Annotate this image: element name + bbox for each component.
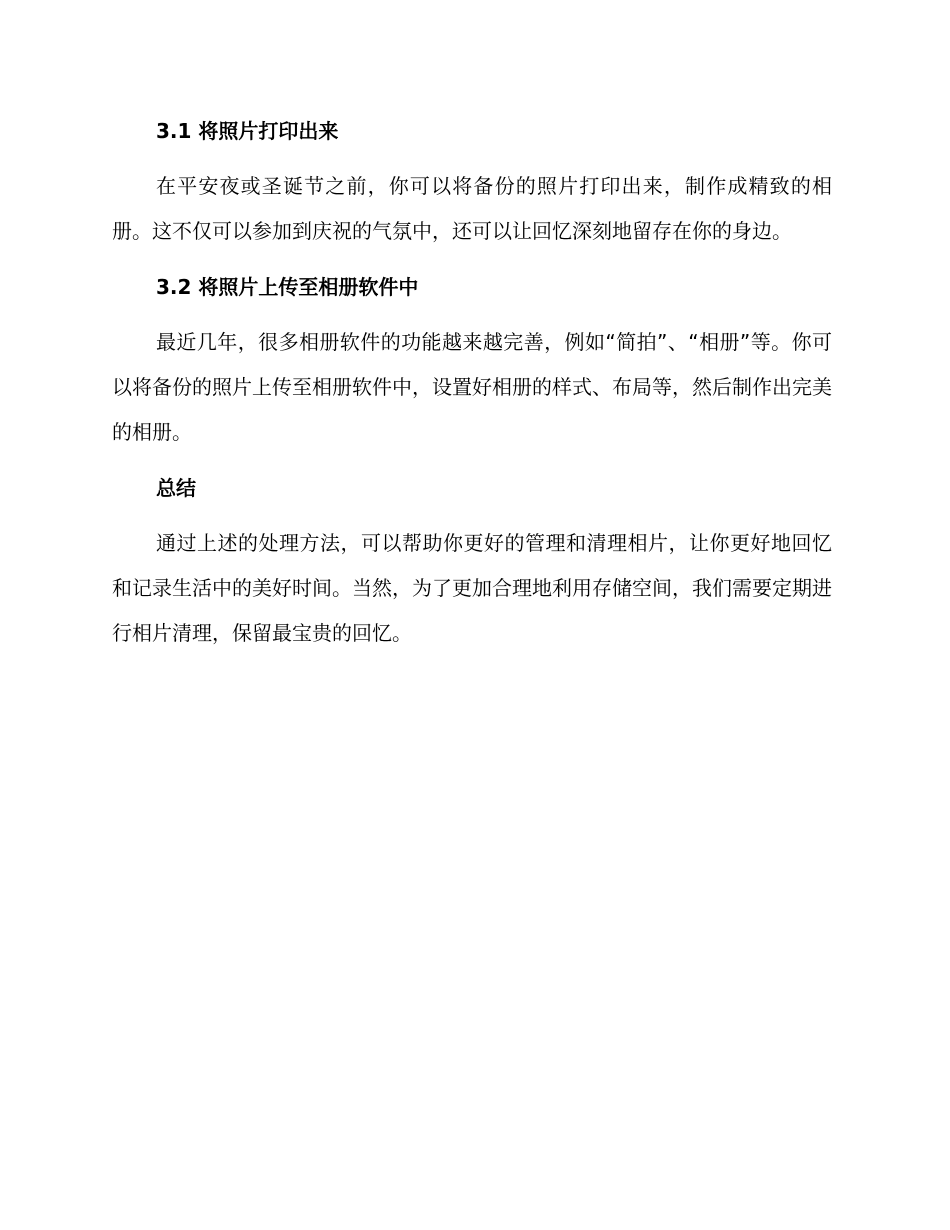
section-paragraph-3-1: 在平安夜或圣诞节之前，你可以将备份的照片打印出来，制作成精致的相册。这不仅可以参加到庆祝的气氛中，还可以让回忆深刻地留存在你的身边。 bbox=[112, 174, 832, 243]
section-paragraph-summary: 通过上述的处理方法，可以帮助你更好的管理和清理相片，让你更好地回忆和记录生活中的美好时间。当然，为了更加合理地利用存储空间，我们需要定期进行相片清理，保留最宝贵的回忆。 bbox=[112, 531, 832, 645]
section-heading-3-1: 3.1 将照片打印出来 bbox=[156, 119, 339, 143]
section-heading-3-2: 3.2 将照片上传至相册软件中 bbox=[156, 275, 419, 299]
document-body bbox=[112, 108, 832, 656]
section-paragraph-3-2: 最近几年，很多相册软件的功能越来越完善，例如“简拍”、“相册”等。你可以将备份的照片上传至相册软件中，设置好相册的样式、布局等，然后制作出完美的相册。 bbox=[112, 330, 832, 444]
section-heading-summary: 总结 bbox=[156, 476, 196, 500]
